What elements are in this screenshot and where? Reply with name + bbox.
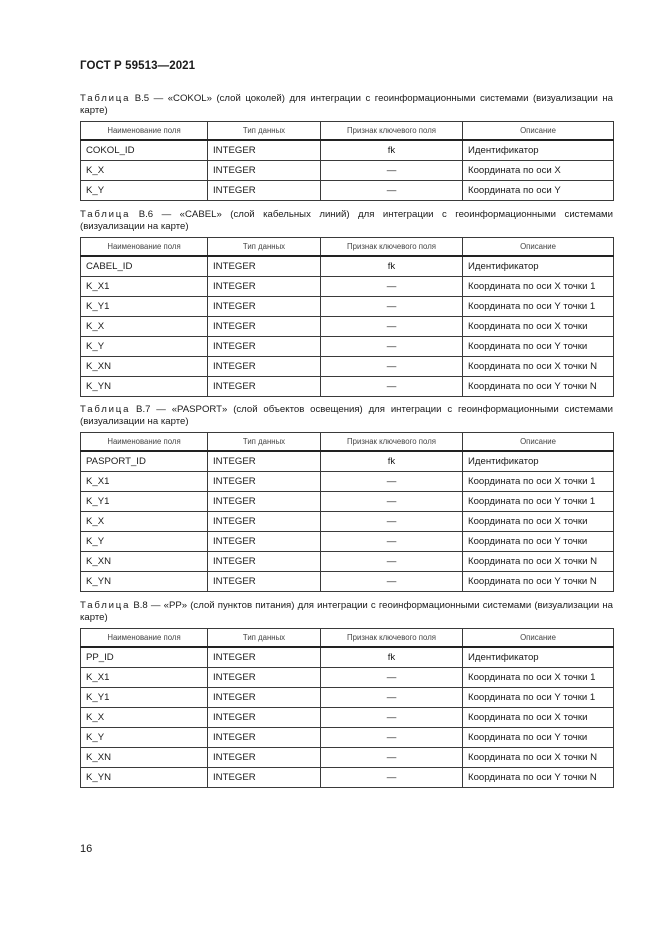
table-row xyxy=(81,492,614,512)
key-flag-cell: — xyxy=(321,181,463,201)
table-row xyxy=(81,532,614,552)
field-name-cell: K_X1 xyxy=(81,472,208,492)
data-type-cell: INTEGER xyxy=(208,297,321,317)
caption-prefix: Таблица xyxy=(80,404,131,415)
data-type-cell: INTEGER xyxy=(208,337,321,357)
column-header-type: Тип данных xyxy=(208,629,321,648)
description-cell: Координата по оси X точки xyxy=(463,708,614,728)
table-row xyxy=(81,256,614,277)
key-flag-cell: — xyxy=(321,552,463,572)
key-flag-cell: — xyxy=(321,512,463,532)
table-body xyxy=(81,140,614,201)
table-row xyxy=(81,512,614,532)
table-row xyxy=(81,297,614,317)
caption-text: В.5 — «COKOL» (слой цоколей) для интеграции с геоинформационными системами (визуализации на карте) xyxy=(80,93,613,116)
key-flag-cell: — xyxy=(321,377,463,397)
table-row xyxy=(81,572,614,592)
description-cell: Координата по оси X точки xyxy=(463,512,614,532)
description-cell: Координата по оси Y точки 1 xyxy=(463,297,614,317)
data-type-cell: INTEGER xyxy=(208,552,321,572)
table-row xyxy=(81,140,614,161)
data-type-cell: INTEGER xyxy=(208,492,321,512)
field-name-cell: K_YN xyxy=(81,768,208,788)
description-cell: Координата по оси Y точки 1 xyxy=(463,492,614,512)
data-type-cell: INTEGER xyxy=(208,256,321,277)
table-row xyxy=(81,748,614,768)
field-name-cell: K_Y xyxy=(81,181,208,201)
field-name-cell: K_X xyxy=(81,708,208,728)
field-name-cell: K_XN xyxy=(81,748,208,768)
column-header-name: Наименование поля xyxy=(81,433,208,452)
key-flag-cell: — xyxy=(321,708,463,728)
description-cell: Координата по оси Y точки 1 xyxy=(463,688,614,708)
field-name-cell: CABEL_ID xyxy=(81,256,208,277)
table-row xyxy=(81,337,614,357)
description-cell: Идентификатор xyxy=(463,140,614,161)
field-name-cell: K_Y xyxy=(81,728,208,748)
table-row xyxy=(81,357,614,377)
column-header-type: Тип данных xyxy=(208,238,321,257)
key-flag-cell: — xyxy=(321,472,463,492)
field-name-cell: K_X xyxy=(81,161,208,181)
description-cell: Координата по оси X xyxy=(463,161,614,181)
column-header-name: Наименование поля xyxy=(81,629,208,648)
field-name-cell: PP_ID xyxy=(81,647,208,668)
table-row xyxy=(81,451,614,472)
description-cell: Идентификатор xyxy=(463,647,614,668)
caption-text: В.6 — «CABEL» (слой кабельных линий) для интеграции с геоинформационными системами (визуализации на карте) xyxy=(80,209,613,232)
key-flag-cell: — xyxy=(321,277,463,297)
data-type-cell: INTEGER xyxy=(208,572,321,592)
data-type-cell: INTEGER xyxy=(208,532,321,552)
table-row xyxy=(81,161,614,181)
field-name-cell: K_X xyxy=(81,317,208,337)
field-name-cell: K_Y1 xyxy=(81,492,208,512)
table-row xyxy=(81,688,614,708)
table-row xyxy=(81,708,614,728)
description-cell: Координата по оси X точки N xyxy=(463,748,614,768)
description-cell: Координата по оси X точки N xyxy=(463,357,614,377)
column-header-description: Описание xyxy=(463,433,614,452)
data-type-cell: INTEGER xyxy=(208,688,321,708)
table-row xyxy=(81,317,614,337)
column-header-type: Тип данных xyxy=(208,122,321,141)
column-header-key: Признак ключевого поля xyxy=(321,238,463,257)
key-flag-cell: — xyxy=(321,492,463,512)
field-name-cell: K_YN xyxy=(81,377,208,397)
data-type-cell: INTEGER xyxy=(208,708,321,728)
field-name-cell: PASPORT_ID xyxy=(81,451,208,472)
table-row xyxy=(81,181,614,201)
data-type-cell: INTEGER xyxy=(208,277,321,297)
description-cell: Координата по оси Y точки xyxy=(463,532,614,552)
table-body xyxy=(81,256,614,397)
table-row xyxy=(81,277,614,297)
field-name-cell: K_X1 xyxy=(81,668,208,688)
data-type-cell: INTEGER xyxy=(208,728,321,748)
key-flag-cell: fk xyxy=(321,140,463,161)
key-flag-cell: fk xyxy=(321,451,463,472)
caption-prefix: Таблица xyxy=(80,209,131,220)
data-type-cell: INTEGER xyxy=(208,161,321,181)
column-header-name: Наименование поля xyxy=(81,122,208,141)
data-type-cell: INTEGER xyxy=(208,451,321,472)
page-number: 16 xyxy=(80,843,93,855)
key-flag-cell: — xyxy=(321,572,463,592)
description-cell: Координата по оси Y точки xyxy=(463,728,614,748)
table-row xyxy=(81,768,614,788)
column-header-type: Тип данных xyxy=(208,433,321,452)
key-flag-cell: — xyxy=(321,161,463,181)
key-flag-cell: — xyxy=(321,317,463,337)
table-b8 xyxy=(80,628,614,788)
table-row xyxy=(81,552,614,572)
data-type-cell: INTEGER xyxy=(208,748,321,768)
column-header-description: Описание xyxy=(463,629,614,648)
table-caption-b7 xyxy=(80,404,613,428)
key-flag-cell: — xyxy=(321,768,463,788)
data-type-cell: INTEGER xyxy=(208,668,321,688)
data-type-cell: INTEGER xyxy=(208,377,321,397)
field-name-cell: K_X xyxy=(81,512,208,532)
description-cell: Координата по оси X точки 1 xyxy=(463,472,614,492)
column-header-key: Признак ключевого поля xyxy=(321,433,463,452)
key-flag-cell: — xyxy=(321,532,463,552)
key-flag-cell: — xyxy=(321,668,463,688)
data-type-cell: INTEGER xyxy=(208,140,321,161)
key-flag-cell: fk xyxy=(321,647,463,668)
field-name-cell: K_X1 xyxy=(81,277,208,297)
key-flag-cell: — xyxy=(321,748,463,768)
description-cell: Координата по оси Y точки N xyxy=(463,377,614,397)
table-row xyxy=(81,728,614,748)
field-name-cell: K_XN xyxy=(81,552,208,572)
table-b7 xyxy=(80,432,614,592)
data-type-cell: INTEGER xyxy=(208,317,321,337)
document-header: ГОСТ Р 59513—2021 xyxy=(80,60,196,72)
field-name-cell: K_Y1 xyxy=(81,688,208,708)
table-row xyxy=(81,472,614,492)
table-body xyxy=(81,647,614,788)
table-row xyxy=(81,377,614,397)
table-row xyxy=(81,647,614,668)
description-cell: Координата по оси Y точки N xyxy=(463,572,614,592)
key-flag-cell: — xyxy=(321,688,463,708)
caption-prefix: Таблица xyxy=(80,93,131,104)
table-caption-b6 xyxy=(80,209,613,233)
description-cell: Идентификатор xyxy=(463,451,614,472)
description-cell: Координата по оси X точки 1 xyxy=(463,668,614,688)
data-type-cell: INTEGER xyxy=(208,647,321,668)
key-flag-cell: — xyxy=(321,357,463,377)
key-flag-cell: — xyxy=(321,297,463,317)
table-caption-b8 xyxy=(80,600,613,624)
column-header-key: Признак ключевого поля xyxy=(321,629,463,648)
data-type-cell: INTEGER xyxy=(208,357,321,377)
table-b6 xyxy=(80,237,614,397)
caption-prefix: Таблица xyxy=(80,600,131,611)
field-name-cell: K_Y xyxy=(81,337,208,357)
data-type-cell: INTEGER xyxy=(208,768,321,788)
description-cell: Координата по оси Y точки xyxy=(463,337,614,357)
key-flag-cell: — xyxy=(321,337,463,357)
data-type-cell: INTEGER xyxy=(208,472,321,492)
description-cell: Координата по оси X точки 1 xyxy=(463,277,614,297)
table-caption-b5 xyxy=(80,93,613,117)
table-b5 xyxy=(80,121,614,201)
column-header-key: Признак ключевого поля xyxy=(321,122,463,141)
table-body xyxy=(81,451,614,592)
description-cell: Идентификатор xyxy=(463,256,614,277)
description-cell: Координата по оси X точки N xyxy=(463,552,614,572)
description-cell: Координата по оси X точки xyxy=(463,317,614,337)
key-flag-cell: — xyxy=(321,728,463,748)
data-type-cell: INTEGER xyxy=(208,512,321,532)
field-name-cell: K_XN xyxy=(81,357,208,377)
description-cell: Координата по оси Y xyxy=(463,181,614,201)
field-name-cell: K_Y1 xyxy=(81,297,208,317)
field-name-cell: COKOL_ID xyxy=(81,140,208,161)
field-name-cell: K_YN xyxy=(81,572,208,592)
column-header-name: Наименование поля xyxy=(81,238,208,257)
key-flag-cell: fk xyxy=(321,256,463,277)
column-header-description: Описание xyxy=(463,238,614,257)
caption-text: В.8 — «PP» (слой пунктов питания) для интеграции с геоинформационными системами (визуализации на карте) xyxy=(80,600,613,623)
description-cell: Координата по оси Y точки N xyxy=(463,768,614,788)
data-type-cell: INTEGER xyxy=(208,181,321,201)
caption-text: В.7 — «PASPORT» (слой объектов освещения) для интеграции с геоинформационными системами (визуализации на карте) xyxy=(80,404,613,427)
column-header-description: Описание xyxy=(463,122,614,141)
field-name-cell: K_Y xyxy=(81,532,208,552)
table-row xyxy=(81,668,614,688)
